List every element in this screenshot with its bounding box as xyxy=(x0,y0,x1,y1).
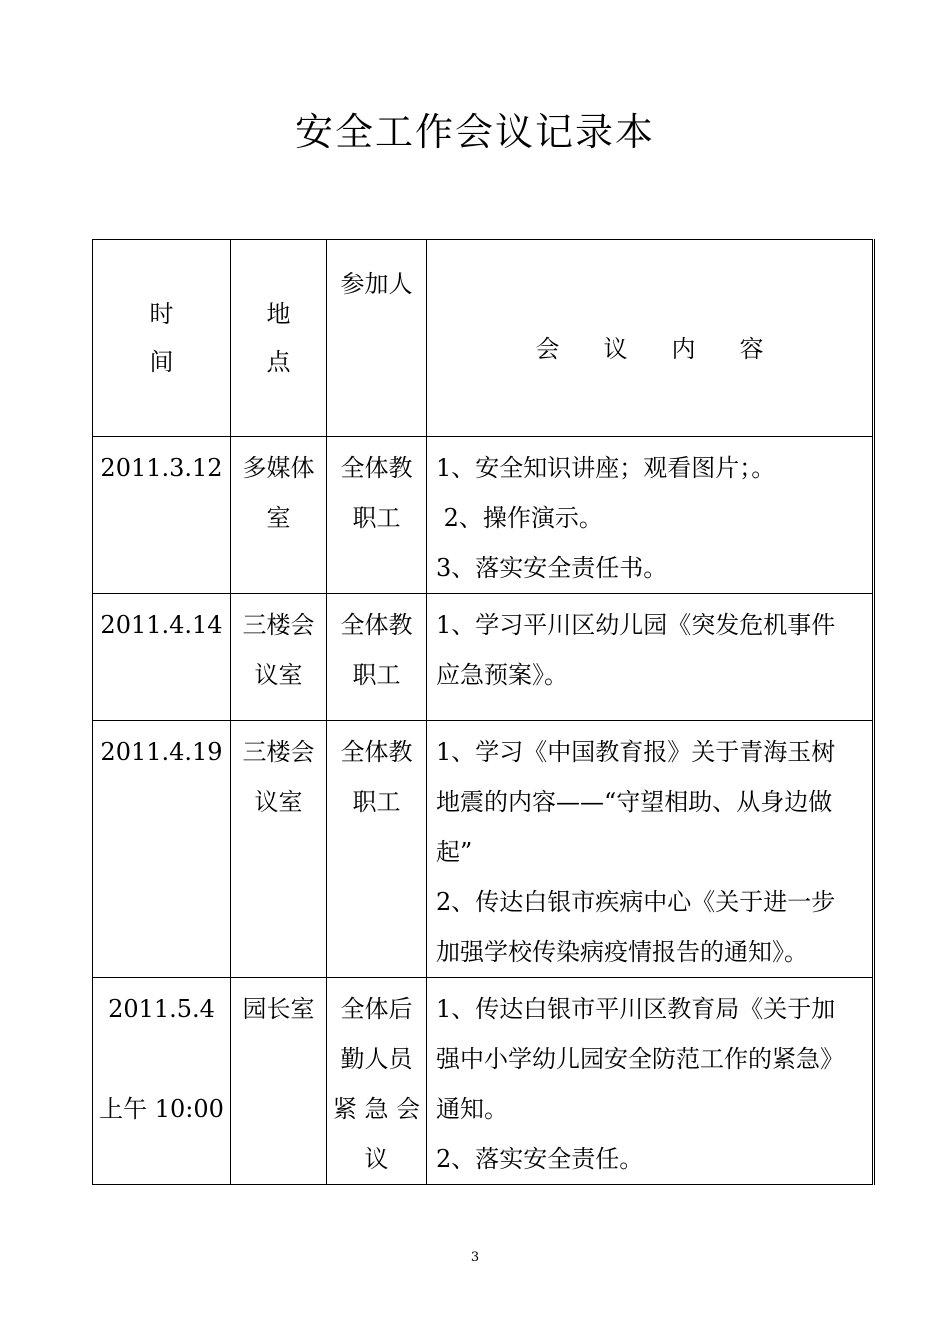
date-line: 2011.4.19 xyxy=(100,738,223,766)
participants-cell xyxy=(327,594,427,721)
header-time xyxy=(93,240,231,437)
date-line: 2011.3.12 xyxy=(100,454,223,482)
table-body xyxy=(93,437,874,1185)
participant-line: 议 xyxy=(364,1145,389,1173)
place-cell xyxy=(231,437,327,594)
content-line: 1、学习平川区幼儿园《突发危机事件 xyxy=(436,611,836,639)
content-cell xyxy=(427,594,874,721)
header-content xyxy=(427,240,874,437)
participant-line: 全体后 xyxy=(340,995,413,1023)
participant-line: 职工 xyxy=(352,504,401,532)
place-cell xyxy=(231,594,327,721)
table-row xyxy=(93,978,874,1185)
header-place xyxy=(231,240,327,437)
participant-line: 全体教 xyxy=(340,611,413,639)
participant-line: 职工 xyxy=(352,788,401,816)
content-line: 应急预案》。 xyxy=(436,661,568,689)
content-line: 加强学校传染病疫情报告的通知》。 xyxy=(436,938,808,966)
page-number: 3 xyxy=(470,1250,480,1265)
header-content-char-4: 容 xyxy=(739,335,764,363)
content-line: 通知。 xyxy=(436,1095,508,1123)
participant-line: 职工 xyxy=(352,661,401,689)
table-row xyxy=(93,721,874,978)
content-cell xyxy=(427,978,874,1185)
place-line: 议室 xyxy=(254,661,303,689)
date-cell xyxy=(93,594,231,721)
content-cell xyxy=(427,437,874,594)
header-time-char-2: 间 xyxy=(149,348,174,376)
content-cell xyxy=(427,721,874,978)
content-line: 2、落实安全责任。 xyxy=(436,1145,644,1173)
place-line: 室 xyxy=(266,504,291,532)
content-line: 2、传达白银市疾病中心《关于进一步 xyxy=(436,888,836,916)
date-cell xyxy=(93,721,231,978)
date-line: 上午 10:00 xyxy=(99,1095,224,1123)
table-row xyxy=(93,594,874,721)
participants-cell xyxy=(327,978,427,1185)
header-content-char-2: 议 xyxy=(603,335,628,363)
date-cell xyxy=(93,437,231,594)
content-line: 3、落实安全责任书。 xyxy=(436,554,668,582)
place-line: 三楼会 xyxy=(242,738,315,766)
content-line: 2、操作演示。 xyxy=(436,504,603,532)
header-place-char-2: 点 xyxy=(266,348,291,376)
place-line: 三楼会 xyxy=(242,611,315,639)
participant-line: 全体教 xyxy=(340,454,413,482)
participants-cell xyxy=(327,437,427,594)
participant-line: 紧 急 会 xyxy=(332,1095,421,1123)
header-content-char-3: 内 xyxy=(671,335,696,363)
place-line: 多媒体 xyxy=(242,454,315,482)
content-line: 起” xyxy=(436,838,473,866)
participants-cell xyxy=(327,721,427,978)
date-line xyxy=(93,1034,230,1084)
header-place-char-1: 地 xyxy=(266,300,291,328)
date-cell xyxy=(93,978,231,1185)
header-content-char-1: 会 xyxy=(535,335,560,363)
participant-line: 勤人员 xyxy=(340,1045,413,1073)
page-title: 安全工作会议记录本 xyxy=(294,110,655,154)
content-line: 1、安全知识讲座；观看图片；。 xyxy=(436,454,776,482)
place-line: 园长室 xyxy=(242,995,315,1023)
table-row xyxy=(93,437,874,594)
content-line: 地震的内容——“守望相助、从身边做 xyxy=(436,788,833,816)
content-line: 强中小学幼儿园安全防范工作的紧急》 xyxy=(436,1045,844,1073)
participant-line: 全体教 xyxy=(340,738,413,766)
date-line: 2011.5.4 xyxy=(108,995,215,1023)
place-cell xyxy=(231,978,327,1185)
header-participants-label: 参加人 xyxy=(340,270,413,298)
table-header-row xyxy=(93,240,874,437)
place-line: 议室 xyxy=(254,788,303,816)
content-line: 1、传达白银市平川区教育局《关于加 xyxy=(436,995,836,1023)
header-participants xyxy=(327,240,427,437)
content-line: 1、学习《中国教育报》关于青海玉树 xyxy=(436,738,836,766)
place-cell xyxy=(231,721,327,978)
header-time-char-1: 时 xyxy=(149,300,174,328)
date-line: 2011.4.14 xyxy=(100,611,223,639)
meeting-record-table xyxy=(92,239,875,1185)
